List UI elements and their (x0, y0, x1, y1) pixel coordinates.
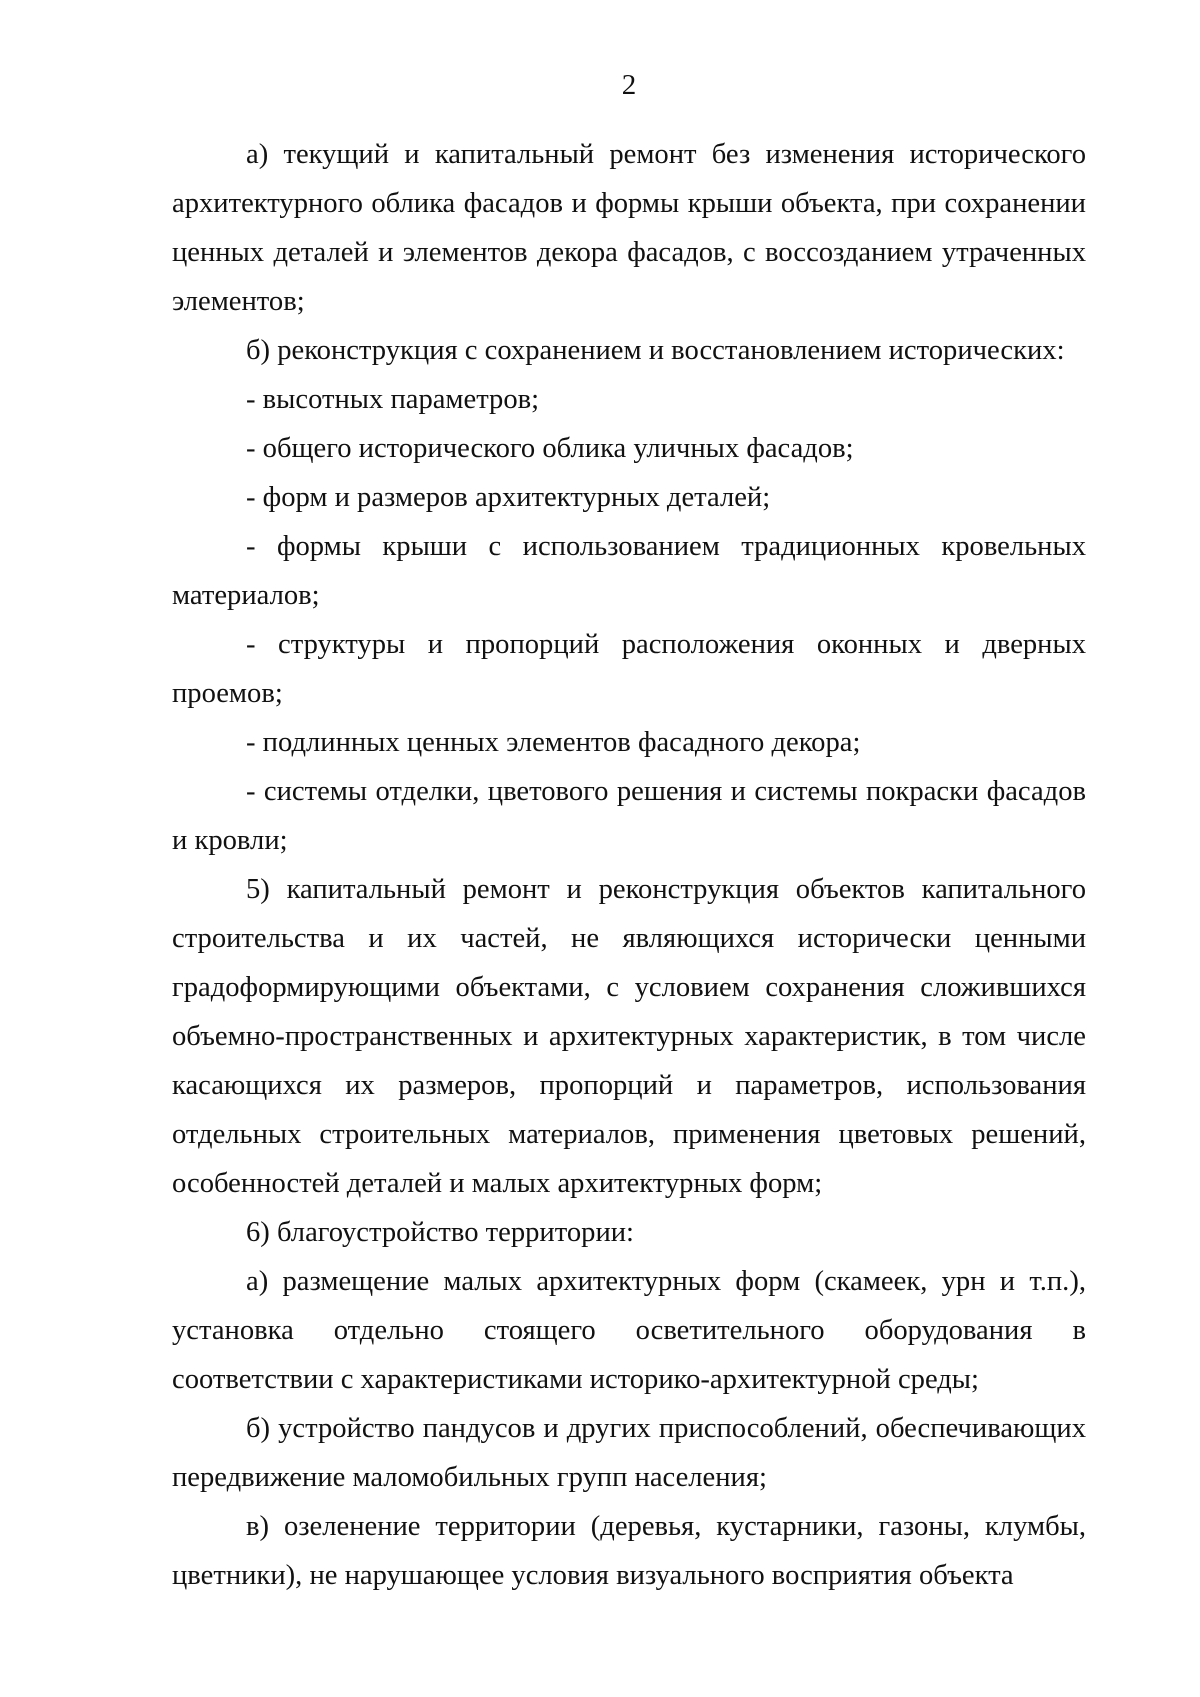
list-item-height-parameters: - высотных параметров; (246, 384, 540, 415)
list-item-architectural-details: - форм и размеров архитектурных деталей; (246, 482, 771, 513)
paragraph-v-greening: в) озеленение территории (деревья, кустарники, газоны, клумбы, цветники), не нарушающее условия визуального восприятия объекта (172, 1511, 1086, 1591)
list-item-openings: - структуры и пропорций расположения оконных и дверных проемов; (172, 629, 1086, 709)
list-item-finishing-color: - системы отделки, цветового решения и системы покраски фасадов и кровли; (172, 776, 1086, 856)
paragraph-a-repair: а) текущий и капитальный ремонт без изменения исторического архитектурного облика фасадов и формы крыши объекта, при сохранении ценных деталей и элементов декора фасадов, с воссозданием утраченных элементов; (172, 139, 1086, 317)
paragraph-6-landscaping: 6) благоустройство территории: (246, 1217, 634, 1248)
list-item-facade-decor: - подлинных ценных элементов фасадного декора; (246, 727, 861, 758)
paragraph-a-small-forms: а) размещение малых архитектурных форм (скамеек, урн и т.п.), установка отдельно стоящего осветительного оборудования в соответствии с характеристиками историко-архитектурной среды; (172, 1266, 1086, 1395)
list-item-roof-shape: - формы крыши с использованием традиционных кровельных материалов; (172, 531, 1086, 611)
paragraph-5-capital-repair: 5) капитальный ремонт и реконструкция объектов капитального строительства и их частей, не являющихся исторически ценными градоформирующими объектами, с условием сохранения сложившихся объемно-пространственных и архитектурных характеристик, в том числе касающихся их размеров, пропорций и параметров, использования отдельных строительных материалов, применения цветовых решений, особенностей деталей и малых архитектурных форм; (172, 874, 1086, 1199)
page-number: 2 (621, 69, 637, 101)
paragraph-b-ramps: б) устройство пандусов и других приспособлений, обеспечивающих передвижение маломобильных групп населения; (172, 1413, 1086, 1493)
paragraph-b-reconstruction: б) реконструкция с сохранением и восстановлением исторических: (246, 335, 1065, 366)
list-item-street-facades: - общего исторического облика уличных фасадов; (246, 433, 854, 464)
document-body (172, 130, 1086, 1600)
